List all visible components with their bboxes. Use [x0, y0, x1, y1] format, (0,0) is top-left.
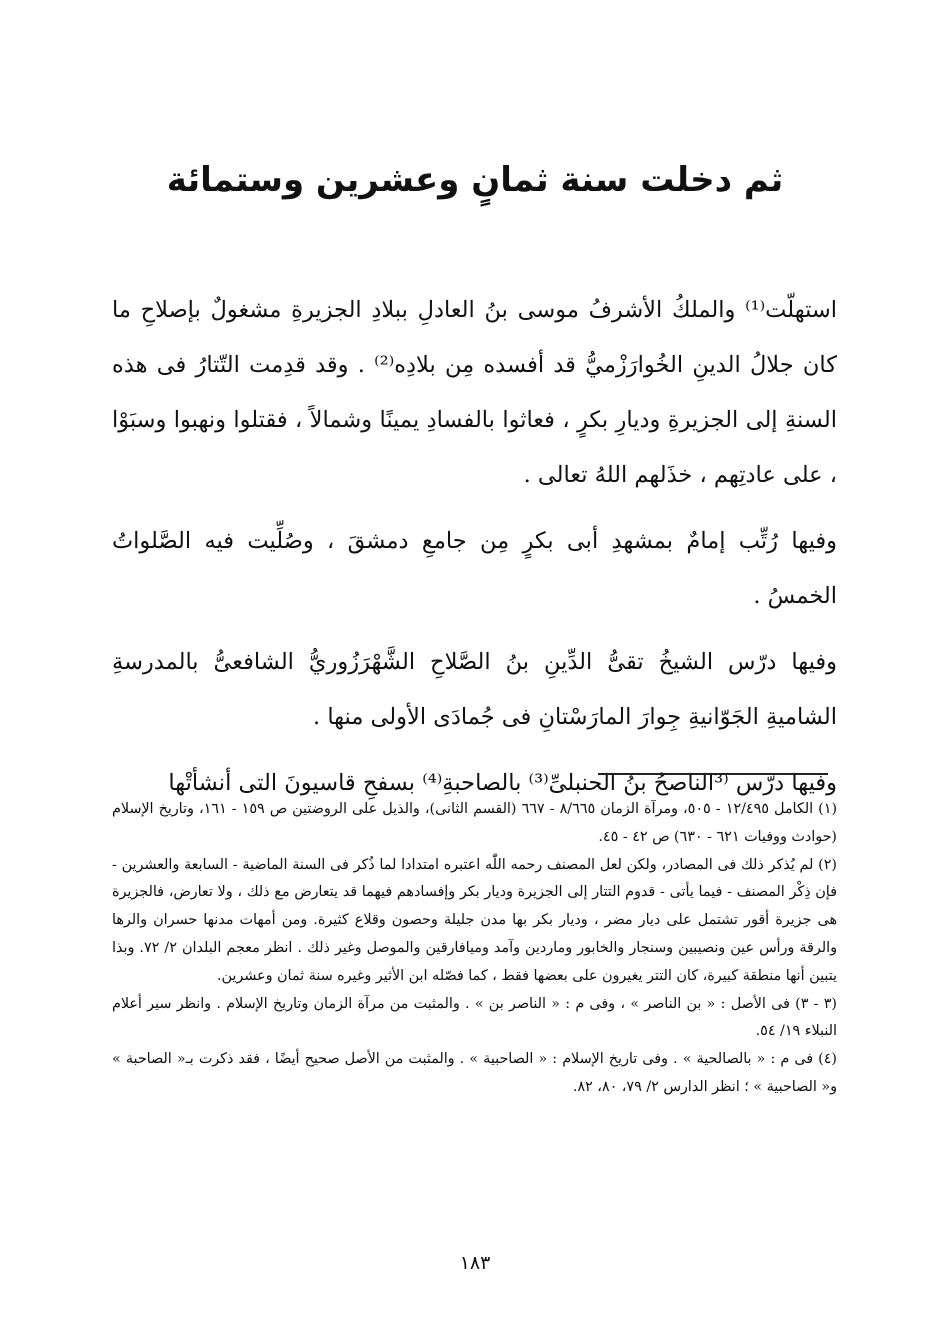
footnote-2: (٢) لم يُذكر ذلك فى المصادر، ولكن لعل المصنف رحمه اللّٰه اعتبره امتدادا لما ذُكر فى السنة الماضية - السابعة والعشرين - فإن ذِكْر المصنف - فيما يأتى - قدوم التتار إلى الجزيرة وديار بكر وإفسادهم فيهما قد يتعارض مع ذلك ، ولا تعارض، فالجزيرة هى جزيرة أقور تشتمل على ديار مضر ، وديار بكر بها مدن جليلة وحصون وقلاع كثيرة. ومن أمهات مدنها حسران والرها والرقة ورأس عين ونصيبين وسنجار والخابور وماردين وآمد وميافارقين والموصل وغير ذلك . انظر معجم البلدان ٢/ ٧٢. وبذا يتبين أنها منطقة كبيرة، كان التتر يغيرون على بعضها فقط ، كما فصّله ابن الأثير وغيره سنة ثمان وعشرين. — [112, 856, 838, 984]
main-text — [112, 283, 837, 822]
footnote-1: (١) الكامل ١٢/٤٩٥ - ٥٠٥، ومرآة الزمان ٨/٦٦٥ - ٦٦٧ (القسم الثانى)، والذيل على الروضتين ص ١٥٩ - ١٦١، وتاريخ الإسلام (حوادث ووفيات ٦٢١ - ٦٣٠) ص ٤٢ - ٤٥. — [112, 801, 838, 845]
footnote-4: (٤) فى م : « بالصالحية » . وفى تاريخ الإسلام : « الصاحبية » . والمثبت من الأصل صحيح أيضًا ، فقد ذكرت بـ« الصاحبة » و« الصاحبية » ؛ انظر الدارس ٢/ ٧٩، ٨٠، ٨٢. — [112, 1051, 837, 1095]
paragraph-year-opening: استهلّت⁽¹⁾ والملكُ الأشرفُ موسى بنُ العادلِ ببلادِ الجزيرةِ مشغولٌ بإصلاحِ ما كان جلالُ الدينِ الخُوارَزْميُّ قد أفسده مِن بلادِه⁽²⁾ . وقد قدِمت التّتارُ فى هذه السنةِ إلى الجزيرةِ وديارِ بكرٍ ، فعاثوا بالفسادِ يمينًا وشمالاً ، فقتلوا ونهبوا وسبَوْا ، على عادتِهم ، خذَلهم اللهُ تعالى . — [112, 297, 837, 488]
footnote-separator — [598, 773, 828, 775]
footnote-3: (٣ - ٣) فى الأصل : « بن الناصر » ، وفى م : « الناصر بن » . والمثبت من مرآة الزمان وتاريخ الإسلام . وانظر سير أعلام النبلاء ١٩/ ٥٤. — [112, 995, 837, 1040]
paragraph-imam-appointment: وفيها رُتِّب إمامٌ بمشهدِ أبى بكرٍ مِن جامعِ دمشقَ ، وصُلِّيت فيه الصَّلواتُ الخمسُ . — [112, 528, 837, 609]
page-number: ١٨٣ — [459, 1252, 491, 1274]
chapter-heading: ثم دخلت سنة ثمانٍ وعشرين وستمائة — [166, 160, 784, 200]
footnotes — [112, 796, 837, 1102]
paragraph-nasih-teaching: وفيها درّس ⁽³الناصحُ بنُ الحنبلىِّ⁽³⁾ بالصاحبةِ⁽⁴⁾ بسفحِ قاسيونَ التى أنشأتْها — [168, 770, 837, 796]
paragraph-ibn-salah-teaching: وفيها درّس الشيخُ تقىُّ الدِّينِ بنُ الصَّلاحِ الشَّهْرَزُوريُّ الشافعىُّ بالمدرسةِ الشاميةِ الجَوّانيةِ جِوارَ المارَسْتانِ فى جُمادَى الأولى منها . — [112, 649, 837, 730]
